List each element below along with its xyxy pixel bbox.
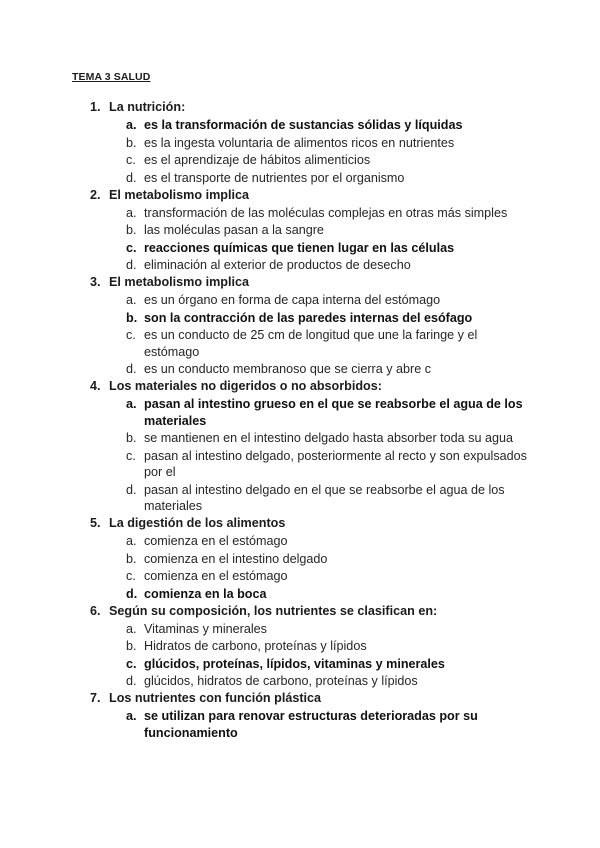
question-text: Según su composición, los nutrientes se clasifican en:	[109, 603, 438, 618]
option-letter: d.	[126, 362, 137, 376]
option-letter: c.	[126, 328, 136, 342]
answer-option-b	[0, 222, 600, 240]
answer-option-c	[0, 568, 600, 586]
option-letter: d.	[126, 482, 137, 497]
option-letter: a.	[126, 534, 137, 548]
answer-option-b	[0, 550, 600, 568]
question-heading	[0, 515, 600, 533]
answer-option-a	[0, 396, 600, 430]
option-letter: a.	[126, 709, 137, 723]
question-text: Los nutrientes con función plástica	[109, 691, 322, 705]
question-3	[0, 274, 600, 378]
question-number: 6.	[90, 603, 101, 618]
question-heading	[0, 99, 600, 117]
answer-option-d	[0, 169, 600, 187]
question-heading	[0, 690, 600, 708]
question-number: 2.	[90, 187, 101, 202]
option-text: pasan al intestino grueso en el que se reabsorbe el agua de los materiales	[144, 397, 523, 428]
option-text: eliminación al exterior de productos de desecho	[144, 258, 411, 272]
question-4	[0, 378, 600, 515]
option-text: es un órgano en forma de capa interna del estómago	[144, 293, 441, 307]
option-letter: b.	[126, 310, 138, 325]
answer-option-b	[0, 309, 600, 327]
question-list	[0, 99, 600, 742]
question-number: 1.	[90, 100, 101, 114]
answer-option-d	[0, 481, 600, 515]
question-text: El metabolismo implica	[109, 187, 249, 202]
question-number: 7.	[90, 691, 101, 705]
answer-option-c	[0, 327, 600, 361]
question-text: El metabolismo implica	[109, 275, 249, 289]
question-heading	[0, 603, 600, 621]
option-text: transformación de las moléculas complejas en otras más simples	[144, 205, 508, 220]
answer-option-a	[0, 204, 600, 222]
answer-option-c	[0, 655, 600, 673]
option-letter: a.	[126, 397, 137, 411]
option-letter: c.	[126, 569, 136, 583]
option-text: Hidratos de carbono, proteínas y lípidos	[144, 639, 367, 653]
option-letter: d.	[126, 674, 137, 688]
option-text: pasan al intestino delgado en el que se reabsorbe el agua de los materiales	[144, 482, 505, 513]
option-text: Vitaminas y minerales	[144, 621, 267, 636]
question-heading	[0, 187, 600, 205]
question-7	[0, 690, 600, 742]
option-text: es un conducto de 25 cm de longitud que une la faringe y el estómago	[144, 328, 478, 359]
option-letter: b.	[126, 551, 137, 566]
question-number: 3.	[90, 275, 101, 289]
option-letter: b.	[126, 431, 137, 445]
answer-option-a	[0, 708, 600, 742]
answer-option-c	[0, 447, 600, 481]
option-text: se mantienen en el intestino delgado hasta absorber toda su agua	[144, 431, 513, 445]
option-text: son la contracción de las paredes internas del esófago	[144, 310, 473, 325]
option-letter: b.	[126, 223, 137, 237]
answer-option-d	[0, 257, 600, 275]
option-text: es la ingesta voluntaria de alimentos ricos en nutrientes	[144, 135, 455, 150]
question-number: 5.	[90, 516, 101, 530]
option-letter: d.	[126, 258, 137, 272]
option-letter: d.	[126, 170, 137, 185]
answer-option-d	[0, 673, 600, 691]
option-letter: c.	[126, 240, 137, 255]
answer-option-a	[0, 620, 600, 638]
option-text: es el aprendizaje de hábitos alimenticios	[144, 153, 371, 167]
option-text: comienza en el estómago	[144, 569, 288, 583]
option-letter: c.	[126, 656, 137, 671]
option-text: comienza en el intestino delgado	[144, 551, 328, 566]
question-number: 4.	[90, 379, 101, 393]
answer-option-a	[0, 533, 600, 551]
option-letter: b.	[126, 135, 137, 150]
answer-option-d	[0, 361, 600, 379]
answer-option-c	[0, 239, 600, 257]
answer-option-a	[0, 117, 600, 135]
option-letter: b.	[126, 639, 137, 653]
option-letter: a.	[126, 205, 137, 220]
option-text: pasan al intestino delgado, posteriormente al recto y son expulsados por el	[144, 448, 527, 479]
option-text: glúcidos, hidratos de carbono, proteínas y lípidos	[144, 674, 418, 688]
option-text: es el transporte de nutrientes por el organismo	[144, 170, 405, 185]
question-text: La digestión de los alimentos	[109, 516, 286, 530]
option-letter: c.	[126, 153, 136, 167]
option-text: es la transformación de sustancias sólidas y líquidas	[144, 118, 463, 132]
question-text: La nutrición:	[109, 100, 186, 114]
answer-option-b	[0, 134, 600, 152]
option-letter: a.	[126, 293, 137, 307]
option-text: comienza en la boca	[144, 586, 267, 601]
question-2	[0, 187, 600, 275]
answer-option-c	[0, 152, 600, 170]
option-letter: a.	[126, 118, 137, 132]
option-text: se utilizan para renovar estructuras deterioradas por su funcionamiento	[144, 709, 478, 740]
option-letter: d.	[126, 586, 138, 601]
option-text: comienza en el estómago	[144, 534, 288, 548]
option-text: reacciones químicas que tienen lugar en las células	[144, 240, 455, 255]
answer-option-a	[0, 292, 600, 310]
question-5	[0, 515, 600, 603]
question-6	[0, 603, 600, 691]
question-text: Los materiales no digeridos o no absorbidos:	[109, 379, 382, 393]
question-heading	[0, 274, 600, 292]
answer-option-b	[0, 430, 600, 448]
option-letter: c.	[126, 448, 136, 463]
document-title: TEMA 3 SALUD	[72, 71, 151, 83]
option-text: es un conducto membranoso que se cierra y abre c	[144, 362, 432, 376]
option-text: las moléculas pasan a la sangre	[144, 223, 324, 237]
question-heading	[0, 378, 600, 396]
answer-option-d	[0, 585, 600, 603]
option-text: glúcidos, proteínas, lípidos, vitaminas y minerales	[144, 656, 445, 671]
answer-option-b	[0, 638, 600, 656]
option-letter: a.	[126, 621, 137, 636]
question-1	[0, 99, 600, 187]
